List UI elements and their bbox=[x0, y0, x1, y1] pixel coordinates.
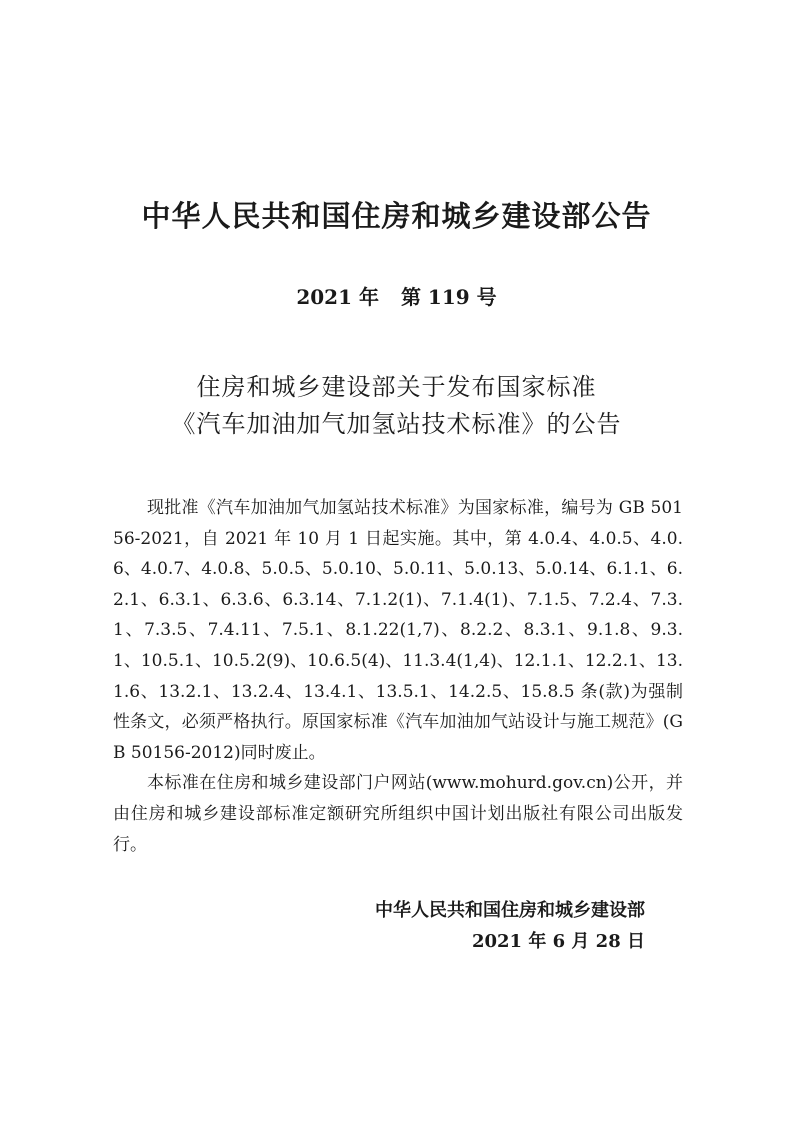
page-title: 中华人民共和国住房和城乡建设部公告 bbox=[141, 199, 652, 233]
subtitle-line-1: 住房和城乡建设部关于发布国家标准 bbox=[196, 373, 597, 401]
document-serial: 第 119 号 bbox=[400, 285, 497, 309]
document-number bbox=[0, 281, 793, 310]
issue-date: 2021 年 6 月 28 日 bbox=[471, 931, 645, 952]
document-year: 2021 年 bbox=[296, 285, 379, 309]
body-paragraph-2: 本标准在住房和城乡建设部门户网站(www.mohurd.gov.cn)公开，并由住房和城乡建设部标准定额研究所组织中国计划出版社有限公司出版发行。 bbox=[113, 773, 683, 855]
issuer-signature: 中华人民共和国住房和城乡建设部 bbox=[375, 900, 645, 921]
body-paragraph-1: 现批准《汽车加油加气加氢站技术标准》为国家标准，编号为 GB 50156-2021，自 2021 年 10 月 1 日起实施。其中，第 4.0.4、4.0.5、4.0.6、4.0.7、4.0.8、5.0.5、5.0.10、5.0.11、5.0.13、5.0.14、6.1.1、6.2.1、6.3.1、6.3.6、6.3.14、7.1.2(1)、7.1.4(1)、7.1.5、7.2.4、7.3.1、7.3.5、7.4.11、7.5.1、8.1.22(1,7)、8.2.2、8.3.1、9.1.8、9.3.1、10.5.1、10.5.2(9)、10.6.5(4)、11.3.4(1,4)、12.1.1、12.2.1、13.1.6、13.2.1、13.2.4、13.4.1、13.5.1、14.2.5、15.8.5 条(款)为强制性条文，必须严格执行。原国家标准《汽车加油加气站设计与施工规范》(GB 50156-2012)同时废止。 bbox=[113, 498, 683, 763]
announcement-body bbox=[113, 493, 683, 860]
subtitle-line-2: 《汽车加油加气加氢站技术标准》的公告 bbox=[171, 410, 622, 438]
